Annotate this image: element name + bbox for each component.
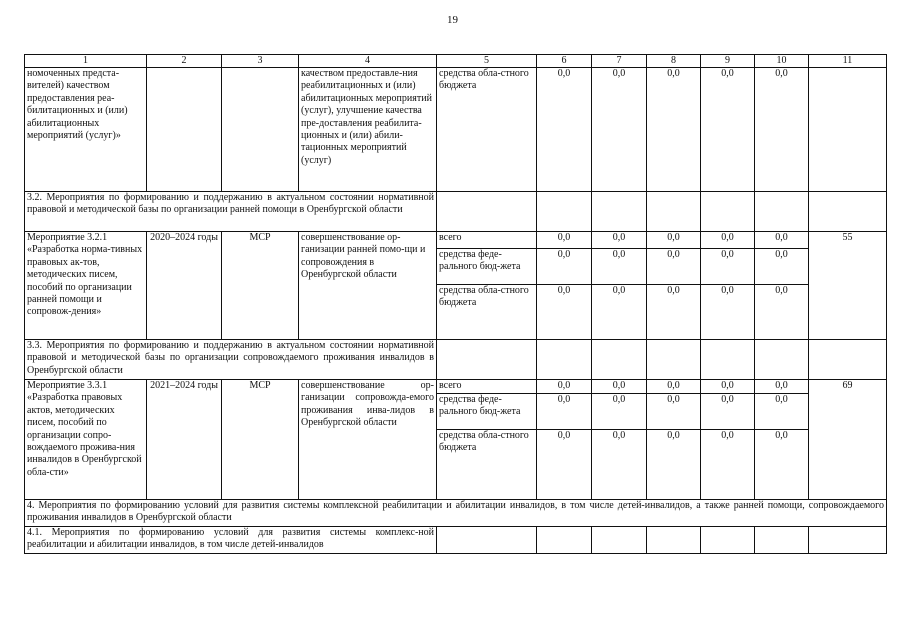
section-row: [25, 500, 887, 527]
value-cell: 0,0: [537, 394, 592, 430]
table-row: [25, 232, 887, 249]
value-cell: 0,0: [701, 232, 755, 249]
table-row: [25, 380, 887, 394]
funding-source-cell: всего: [437, 232, 537, 249]
period-cell: 2021–2024 годы: [147, 380, 222, 500]
value-cell: 0,0: [755, 430, 809, 500]
table-row: [25, 68, 887, 192]
section-heading: 4. Мероприятия по формированию условий для развития системы комплексной реабилитации и абилитации инвалидов, в том числе детей-инвалидов, а также ранней помощи, сопровождаемого проживания инвалидов в Оренбургской области: [25, 500, 887, 527]
activity-name-cell: Мероприятие 3.2.1 «Разработка норма-тивных правовых ак-тов, методических писем, пособий по организации ранней помощи и сопровож-дения»: [25, 232, 147, 340]
indicator-cell: 55: [809, 232, 887, 340]
value-cell: 0,0: [537, 285, 592, 340]
value-cell: 0,0: [755, 68, 809, 192]
header-row: [25, 55, 887, 68]
value-cell: 0,0: [755, 394, 809, 430]
program-table: [24, 54, 887, 554]
value-cell: 0,0: [755, 285, 809, 340]
executor-cell: МСР: [222, 380, 299, 500]
executor-cell: [222, 68, 299, 192]
value-cell: 0,0: [537, 232, 592, 249]
header-cell: 6: [537, 55, 592, 68]
header-cell: 9: [701, 55, 755, 68]
section-heading: 4.1. Мероприятия по формированию условий для развития системы комплекс-ной реабилитации и абилитации инвалидов, в том числе детей-инвалидов: [25, 527, 437, 554]
value-cell: 0,0: [755, 232, 809, 249]
value-cell: 0,0: [592, 68, 647, 192]
header-cell: 4: [299, 55, 437, 68]
value-cell: 0,0: [537, 380, 592, 394]
header-cell: 2: [147, 55, 222, 68]
value-cell: 0,0: [592, 380, 647, 394]
section-row: [25, 527, 887, 554]
section-heading: 3.3. Мероприятия по формированию и поддержанию в актуальном состоянии нормативной правовой и методической базы по организации сопровождаемого проживания инвалидов в Оренбургской области: [25, 340, 437, 380]
value-cell: 0,0: [647, 380, 701, 394]
value-cell: 0,0: [755, 249, 809, 285]
value-cell: 0,0: [647, 249, 701, 285]
funding-source-cell: средства феде-рального бюд-жета: [437, 394, 537, 430]
header-cell: 11: [809, 55, 887, 68]
header-cell: 7: [592, 55, 647, 68]
value-cell: 0,0: [592, 394, 647, 430]
value-cell: 0,0: [701, 380, 755, 394]
value-cell: 0,0: [537, 249, 592, 285]
indicator-cell: 69: [809, 380, 887, 500]
expected-result-cell: совершенствование ор-ганизации ранней помо-щи и сопровождения в Оренбургской области: [299, 232, 437, 340]
activity-name-cell: номоченных предста-вителей) качеством предоставления реа-билитационных и (или) абилитационных мероприятий (услуг)»: [25, 68, 147, 192]
value-cell: 0,0: [701, 285, 755, 340]
value-cell: 0,0: [647, 394, 701, 430]
header-cell: 8: [647, 55, 701, 68]
value-cell: 0,0: [701, 249, 755, 285]
activity-name-cell: Мероприятие 3.3.1 «Разработка правовых актов, методических писем, пособий по организации сопро-вождаемого прожива-ния инвалидов в Оренбургской обла-сти»: [25, 380, 147, 500]
value-cell: 0,0: [647, 285, 701, 340]
value-cell: 0,0: [647, 430, 701, 500]
value-cell: 0,0: [537, 68, 592, 192]
header-cell: 3: [222, 55, 299, 68]
funding-source-cell: средства обла-стного бюджета: [437, 430, 537, 500]
period-cell: [147, 68, 222, 192]
indicator-cell: [809, 68, 887, 192]
funding-source-cell: всего: [437, 380, 537, 394]
value-cell: 0,0: [647, 232, 701, 249]
page-number: 19: [447, 14, 458, 26]
section-row: [25, 192, 887, 232]
header-cell: 5: [437, 55, 537, 68]
value-cell: 0,0: [755, 380, 809, 394]
funding-source-cell: средства феде-рального бюд-жета: [437, 249, 537, 285]
funding-source-cell: средства обла-стного бюджета: [437, 285, 537, 340]
value-cell: 0,0: [592, 249, 647, 285]
value-cell: 0,0: [647, 68, 701, 192]
header-cell: 1: [25, 55, 147, 68]
value-cell: 0,0: [537, 430, 592, 500]
value-cell: 0,0: [592, 285, 647, 340]
expected-result-cell: совершенствование ор-ганизации сопровожда-емого проживания инва-лидов в Оренбургской области: [299, 380, 437, 500]
section-row: [25, 340, 887, 380]
funding-source-cell: средства обла-стного бюджета: [437, 68, 537, 192]
value-cell: 0,0: [592, 430, 647, 500]
header-cell: 10: [755, 55, 809, 68]
value-cell: 0,0: [701, 394, 755, 430]
value-cell: 0,0: [701, 430, 755, 500]
value-cell: 0,0: [701, 68, 755, 192]
value-cell: 0,0: [592, 232, 647, 249]
section-heading: 3.2. Мероприятия по формированию и поддержанию в актуальном состоянии нормативной правовой и методической базы по организации ранней помощи в Оренбургской области: [25, 192, 437, 232]
executor-cell: МСР: [222, 232, 299, 340]
expected-result-cell: качеством предоставле-ния реабилитационных и (или) абилитационных мероприятий (услуг), улучшение качества пре-доставления реабилита-ционных и (или) абили-тационных мероприятий (услуг): [299, 68, 437, 192]
period-cell: 2020–2024 годы: [147, 232, 222, 340]
